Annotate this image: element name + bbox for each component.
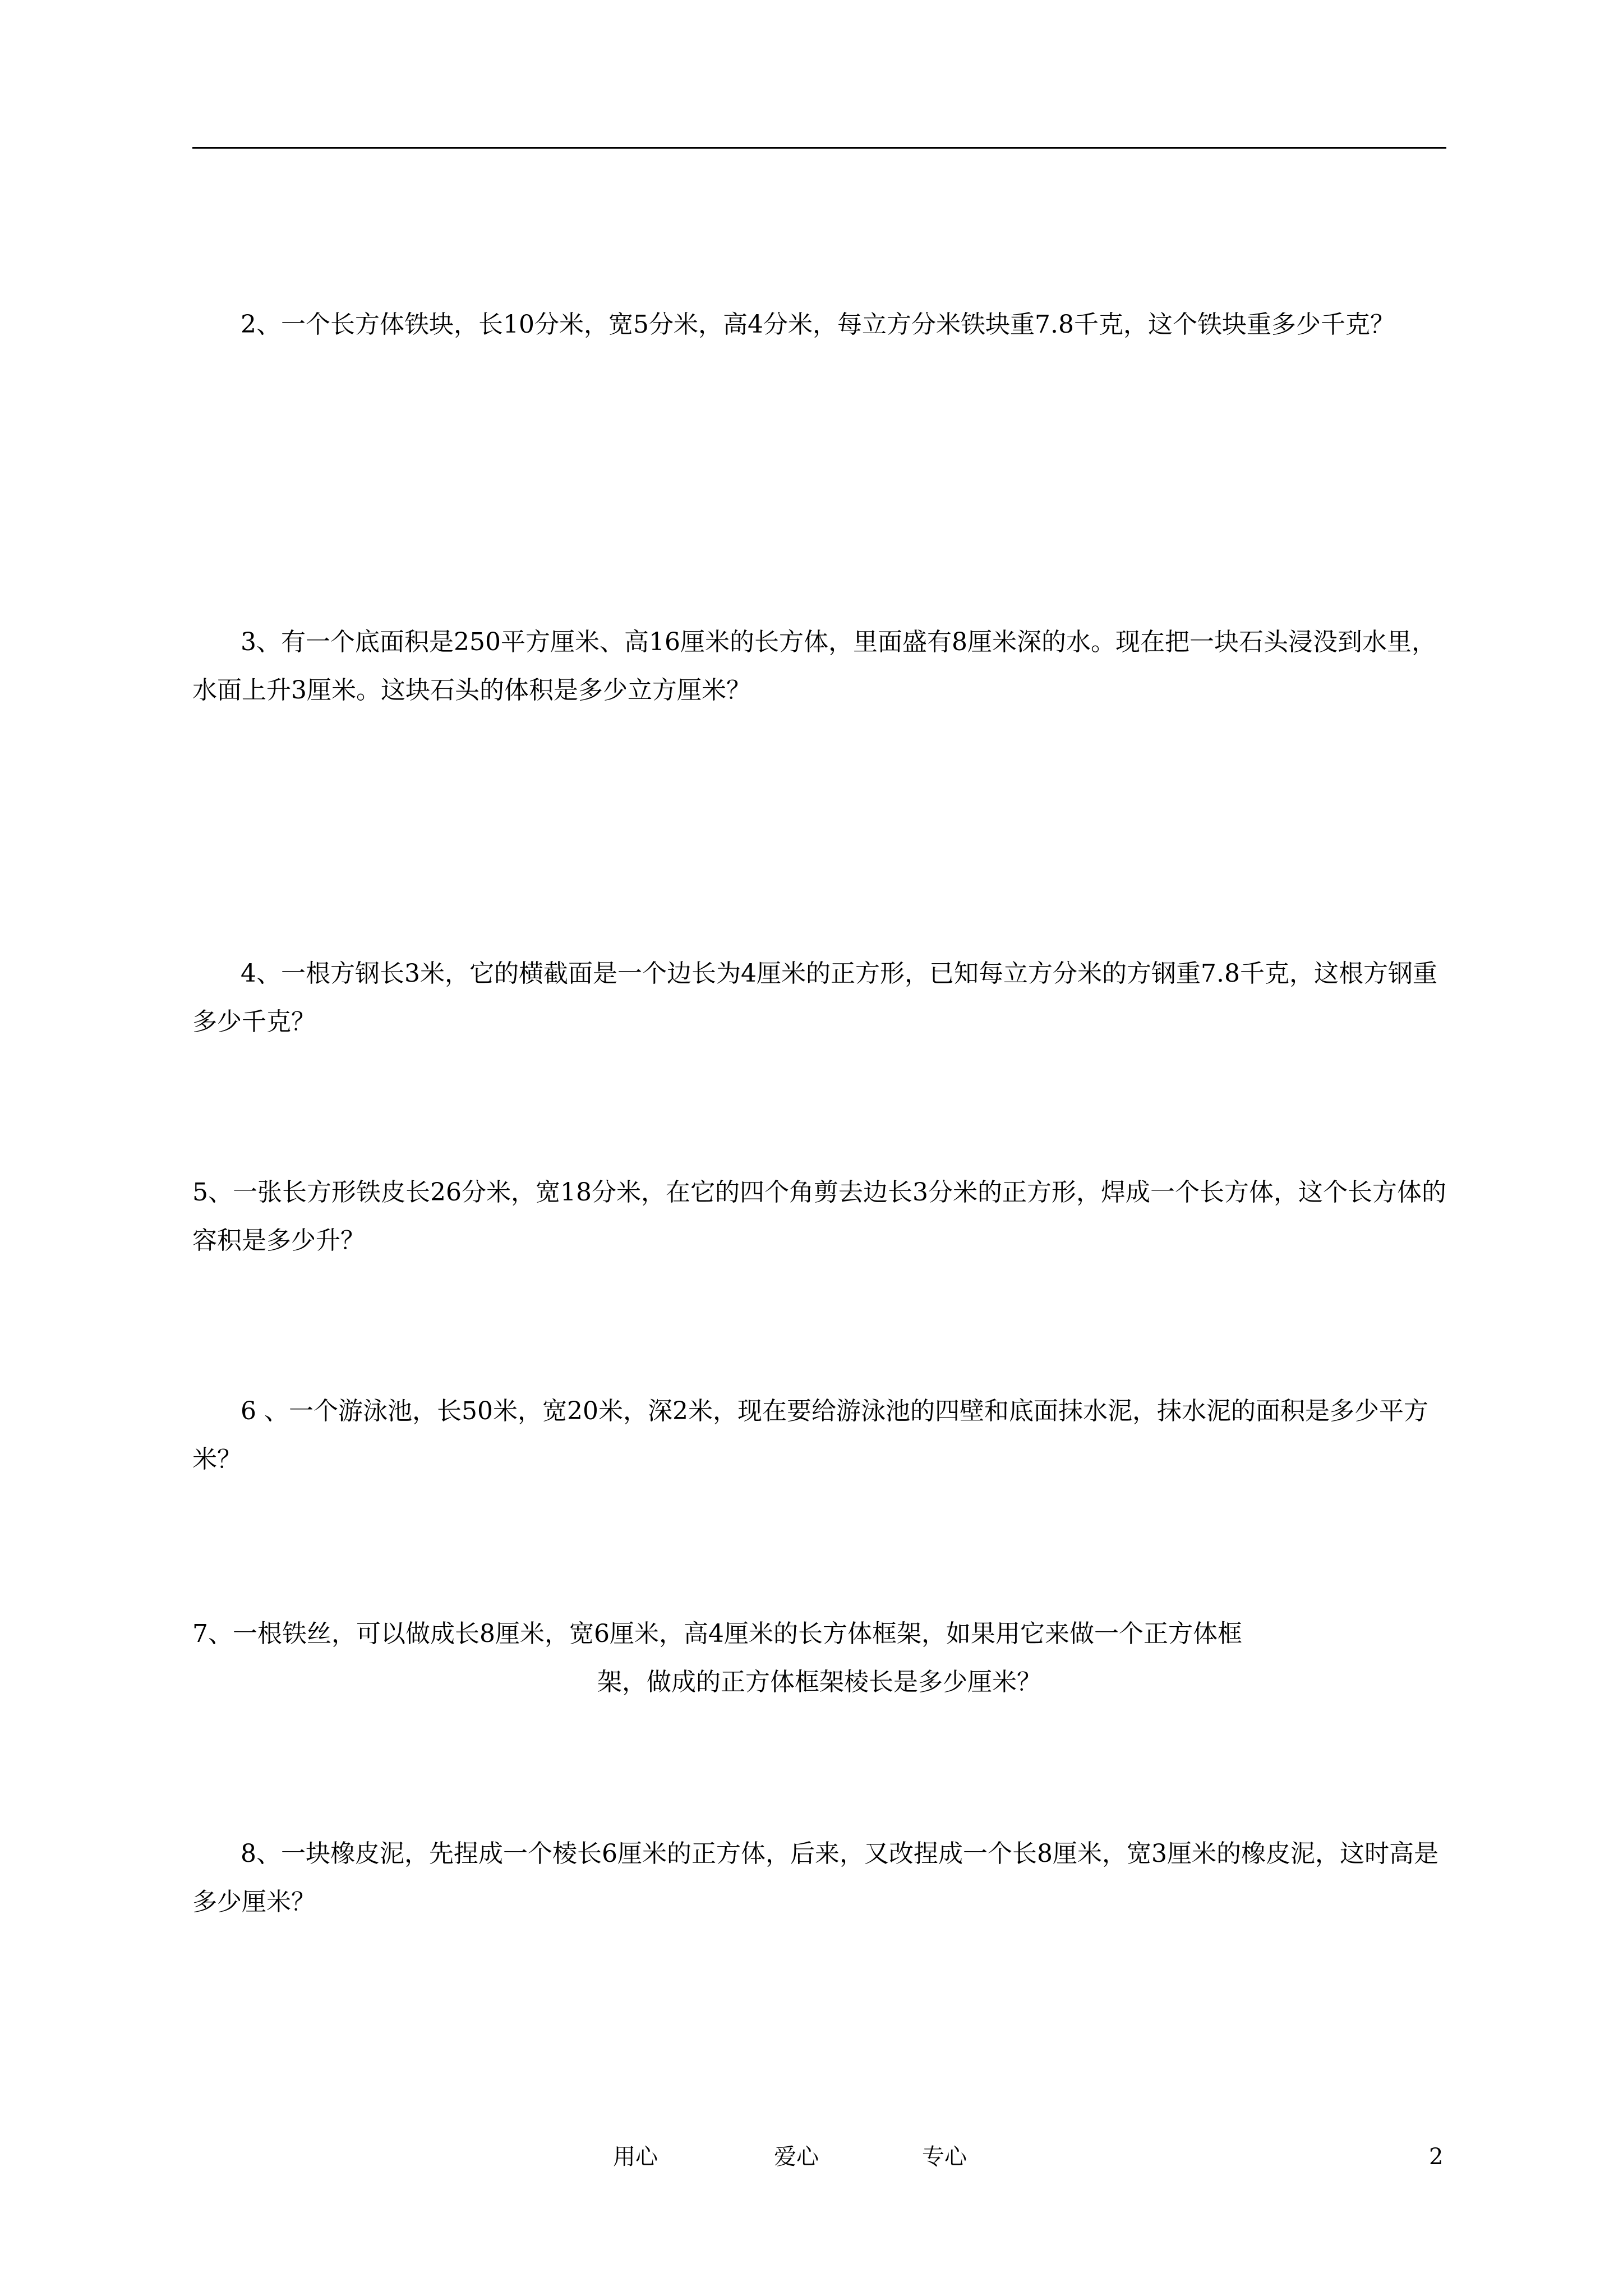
problem-4: 4、一根方钢长3米，它的横截面是一个边长为4厘米的正方形，已知每立方分米的方钢重7.8千克，这根方钢重多少千克？: [192, 959, 1437, 1036]
footer-motto-2: 爱心: [774, 2144, 819, 2170]
header-rule: [192, 147, 1446, 149]
problem-6: 6 、一个游泳池，长50米，宽20米，深2米，现在要给游泳池的四壁和底面抹水泥，抹水泥的面积是多少平方米？: [192, 1397, 1428, 1474]
page-number: 2: [1429, 2144, 1444, 2170]
problem-5: 5、一张长方形铁皮长26分米，宽18分米，在它的四个角剪去边长3分米的正方形，焊成一个长方体，这个长方体的容积是多少升？: [192, 1178, 1446, 1255]
problem-8: 8、一块橡皮泥，先捏成一个棱长6厘米的正方体，后来，又改捏成一个长8厘米，宽3厘米的橡皮泥，这时高是多少厘米？: [192, 1839, 1438, 1916]
footer-motto-3: 专心: [922, 2144, 967, 2170]
problem-2: 2、一个长方体铁块，长10分米，宽5分米，高4分米，每立方分米铁块重7.8千克，这个铁块重多少千克？: [241, 310, 1395, 339]
problem-3: 3、有一个底面积是250平方厘米、高16厘米的长方体，里面盛有8厘米深的水。现在把一块石头浸没到水里，水面上升3厘米。这块石头的体积是多少立方厘米？: [192, 628, 1436, 705]
problem-7: [192, 1610, 1446, 1706]
problem-7-line-2: 架，做成的正方体框架棱长是多少厘米？: [597, 1668, 1041, 1696]
problem-7-line-1: 7、一根铁丝，可以做成长8厘米，宽6厘米，高4厘米的长方体框架，如果用它来做一个正方体框: [192, 1619, 1242, 1648]
footer-motto-1: 用心: [613, 2144, 658, 2170]
